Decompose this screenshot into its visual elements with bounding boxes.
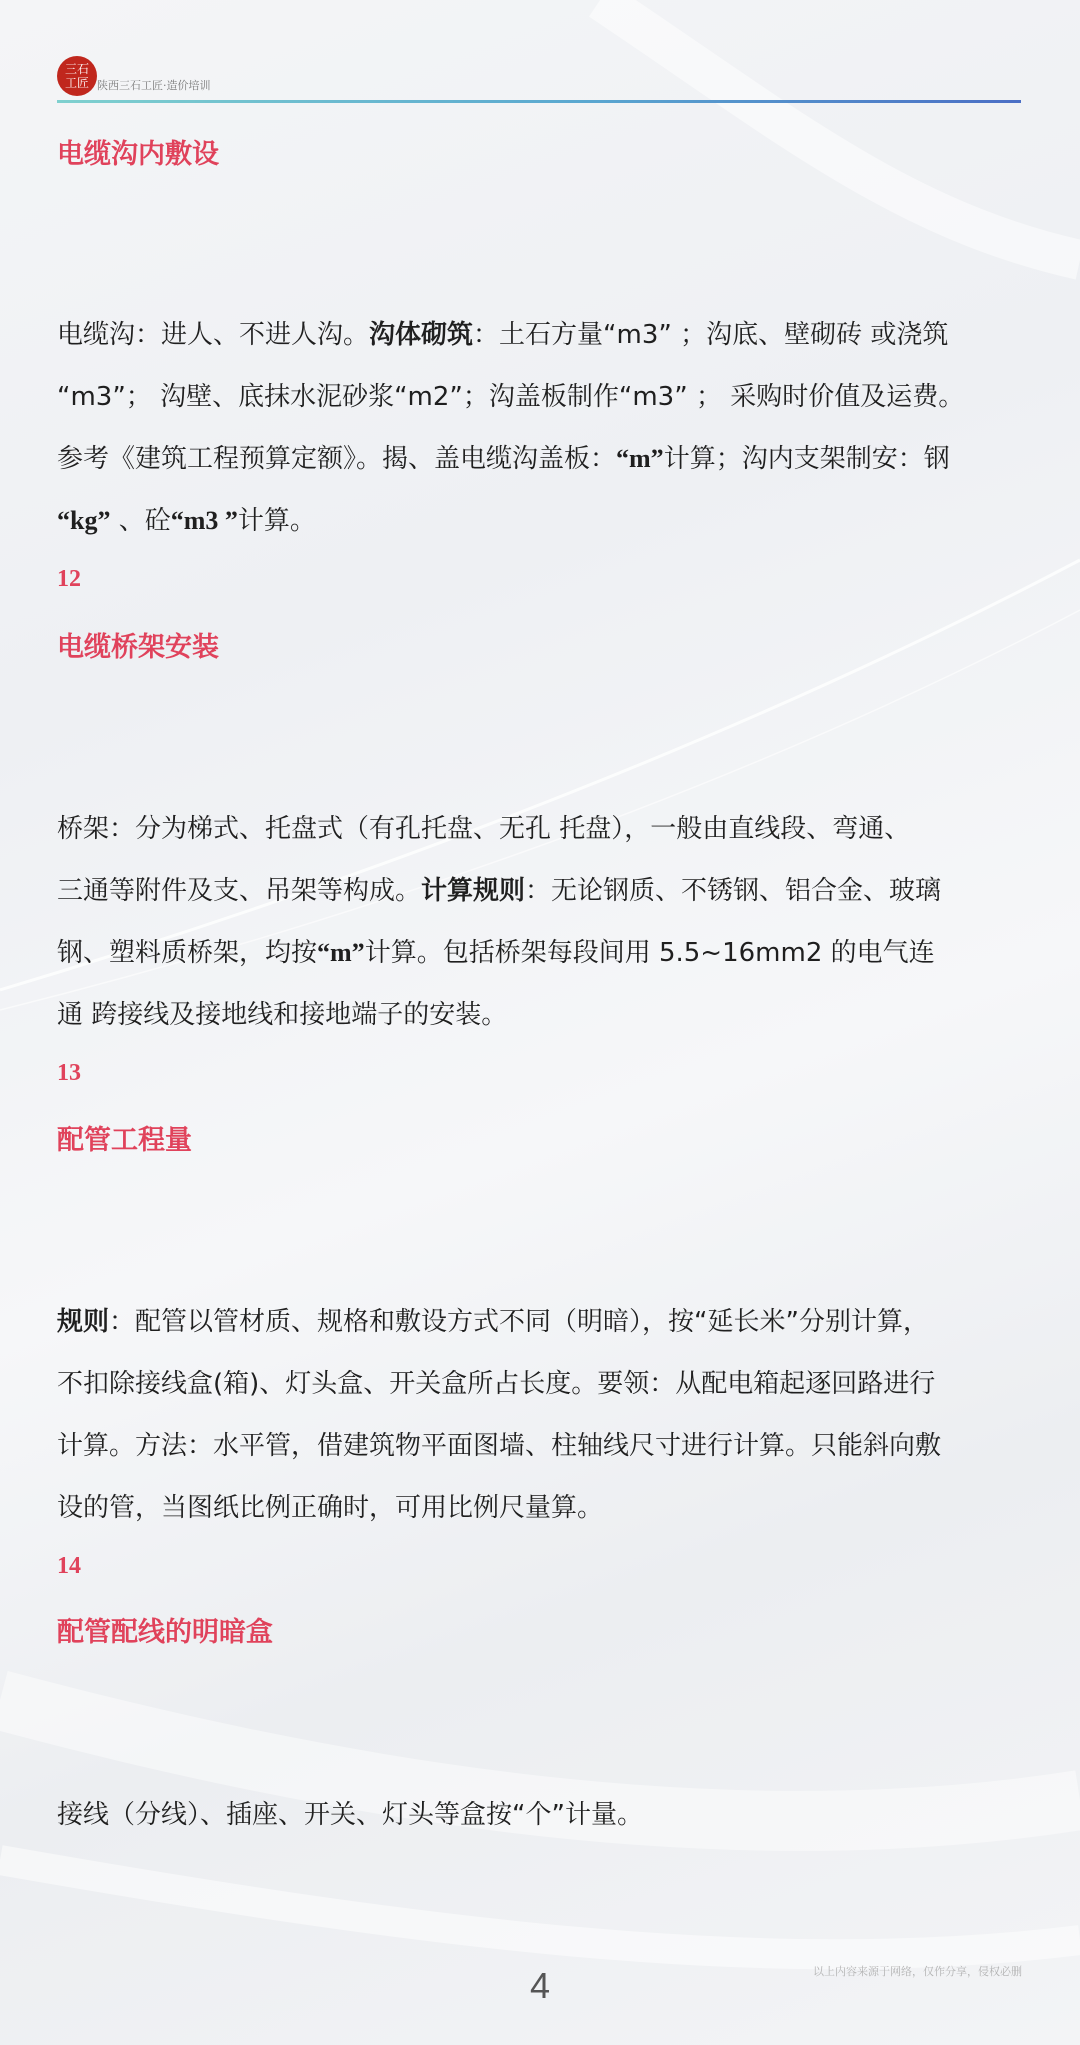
page-header: [57, 56, 1021, 106]
paragraph-boxes: [57, 1784, 1027, 1846]
brand-name: 陕西三石工匠·造价培训: [97, 79, 211, 92]
text-line: 桥架：分为梯式、托盘式（有孔托盘、无孔 托盘），一般由直线段、弯通、: [57, 814, 911, 844]
text-line: 不扣除接线盒(箱)、灯头盒、开关盒所占长度。要领：从配电箱起逐回路进行: [57, 1369, 936, 1399]
text-line: 接线（分线）、插座、开关、灯头等盒按“个”计量。: [57, 1800, 643, 1830]
text-line: 三通等附件及支、吊架等构成。计算规则：无论钢质、不锈钢、铝合金、玻璃: [57, 876, 942, 906]
paragraph-cable-tray: [57, 798, 1027, 1046]
section-title-conduit: 配管工程量: [57, 1125, 192, 1156]
text-line: “kg” 、砼“m3 ”计算。: [57, 506, 316, 536]
section-number: 14: [57, 1553, 81, 1579]
header-divider: [57, 100, 1021, 103]
page-number: 4: [529, 1965, 551, 2006]
section-title-cable-tray: 电缆桥架安装: [57, 632, 219, 663]
section-number: 12: [57, 566, 81, 592]
text-line: 规则：配管以管材质、规格和敷设方式不同（明暗），按“延长米”分别计算，: [57, 1307, 929, 1337]
text-line: 钢、塑料质桥架，均按“m”计算。包括桥架每段间用 5.5~16mm2 的电气连: [57, 938, 935, 968]
section-title-cable-trench: 电缆沟内敷设: [57, 139, 219, 170]
text-line: 电缆沟：进人、不进人沟。沟体砌筑：土石方量“m3” ；沟底、壁砌砖 或浇筑: [57, 320, 949, 350]
section-title-boxes: 配管配线的明暗盒: [57, 1617, 273, 1648]
text-line: 通 跨接线及接地线和接地端子的安装。: [57, 1000, 508, 1030]
disclaimer-note: 以上内容来源于网络，仅作分享，侵权必删: [813, 1965, 1022, 1978]
text-line: “m3”； 沟壁、底抹水泥砂浆“m2”；沟盖板制作“m3” ； 采购时价值及运费。: [57, 382, 965, 412]
text-line: 参考《建筑工程预算定额》。揭、盖电缆沟盖板：“m”计算；沟内支架制安：钢: [57, 444, 950, 474]
paragraph-cable-trench: [57, 304, 1027, 552]
section-number: 13: [57, 1060, 81, 1086]
logo-text: 三石 工匠: [64, 62, 89, 90]
text-line: 计算。方法：水平管，借建筑物平面图墙、柱轴线尺寸进行计算。只能斜向敷: [57, 1431, 942, 1461]
text-line: 设的管，当图纸比例正确时，可用比例尺量算。: [57, 1493, 604, 1523]
paragraph-conduit: [57, 1291, 1027, 1539]
brand-logo: [57, 56, 97, 96]
